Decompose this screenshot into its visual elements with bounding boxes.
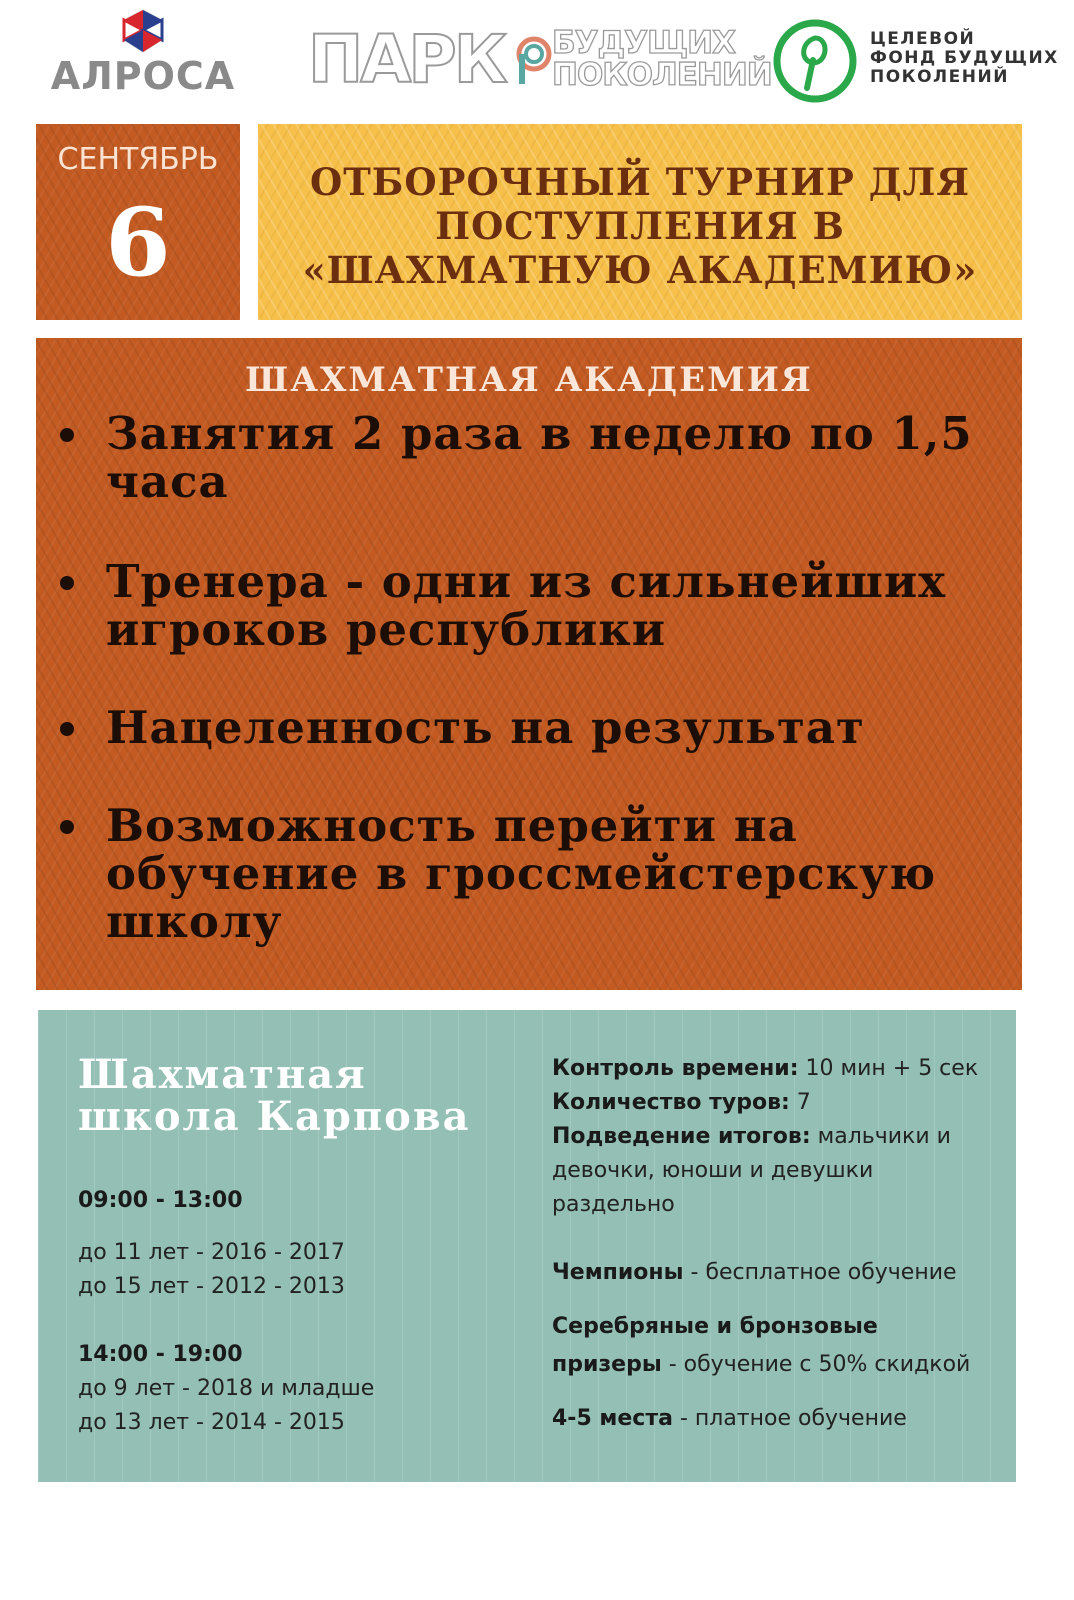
karpov-section: [38, 1010, 1016, 1482]
session1-time: 09:00 - 13:00: [78, 1188, 243, 1213]
bullet-text: Нацеленность на результат: [106, 701, 865, 754]
bullet-dot-icon: [60, 820, 74, 834]
fund-wordmark: [870, 30, 1059, 87]
alrosa-logo: [38, 8, 248, 98]
rule-label: призеры: [552, 1352, 662, 1377]
academy-section: [36, 338, 1022, 990]
event-title-line2: ПОСТУПЛЕНИЯ В: [435, 204, 845, 248]
session2-group: до 13 лет - 2014 - 2015: [78, 1410, 345, 1435]
rule-rounds: [552, 1090, 811, 1115]
bullet-text: часа: [106, 455, 229, 508]
rule-results-cont: раздельно: [552, 1192, 675, 1217]
session1-group: до 11 лет - 2016 - 2017: [78, 1240, 345, 1265]
rule-medalists: [552, 1352, 970, 1377]
rule-label: Подведение итогов:: [552, 1124, 811, 1149]
bullet-text: игроков республики: [106, 603, 667, 656]
academy-heading: ШАХМАТНАЯ АКАДЕМИЯ: [245, 360, 813, 400]
rule-champions: [552, 1260, 957, 1285]
bullet-text: Тренера - одни из сильнейших: [106, 555, 947, 608]
park-swirl-icon: [514, 36, 554, 86]
bullet-text: Возможность перейти на: [106, 799, 798, 852]
karpov-title-line1: Шахматная: [78, 1051, 367, 1098]
fund-line1: ЦЕЛЕВОЙ: [870, 29, 976, 49]
date-month: СЕНТЯБРЬ: [57, 142, 219, 177]
rule-medalists-label: Серебряные и бронзовые: [552, 1314, 878, 1339]
rule-label: Чемпионы: [552, 1260, 684, 1285]
date-day: 6: [105, 188, 171, 298]
park-logo: [308, 21, 772, 98]
fund-logo: [772, 18, 1062, 104]
rule-label: 4-5 места: [552, 1406, 673, 1431]
park-wordmark: ПАРК: [308, 21, 505, 98]
rule-value: мальчики и: [810, 1124, 951, 1149]
event-title-line3: «ШАХМАТНУЮ АКАДЕМИЮ»: [302, 248, 978, 292]
academy-bullet: [52, 555, 1012, 656]
date-box: [36, 124, 240, 320]
rule-value: - бесплатное обучение: [683, 1260, 957, 1285]
academy-bullet-list: [52, 407, 1012, 948]
rule-value: 7: [789, 1090, 811, 1115]
rule-places: [552, 1406, 907, 1431]
title-box: [258, 124, 1022, 320]
karpov-title: [78, 1051, 471, 1140]
rule-results-cont: девочки, юноши и девушки: [552, 1158, 874, 1183]
park-line1: БУДУЩИХ: [552, 25, 735, 61]
park-line2: ПОКОЛЕНИЙ: [552, 57, 772, 93]
karpov-title-line2: школа Карпова: [78, 1093, 471, 1140]
bullet-dot-icon: [60, 722, 74, 736]
rule-value: 10 мин + 5 сек: [798, 1056, 979, 1081]
alrosa-wordmark: АЛРОСА: [50, 54, 236, 98]
rule-value: - платное обучение: [672, 1406, 907, 1431]
fund-line2: ФОНД БУДУЩИХ: [870, 48, 1059, 68]
rule-value: - обучение с 50% скидкой: [661, 1352, 971, 1377]
fund-emblem-icon: [772, 18, 862, 104]
academy-bullet: [52, 701, 1012, 754]
session2-time: 14:00 - 19:00: [78, 1342, 243, 1367]
session2-group: до 9 лет - 2018 и младше: [78, 1376, 375, 1401]
academy-bullet: [52, 799, 1012, 948]
rule-results: [552, 1124, 951, 1149]
bullet-text: Занятия 2 раза в неделю по 1,5: [106, 407, 973, 460]
alrosa-emblem-icon: [38, 8, 248, 58]
rule-time-control: [552, 1056, 978, 1081]
bullet-text: школу: [106, 895, 283, 948]
bullet-dot-icon: [60, 576, 74, 590]
event-title: [258, 160, 1022, 292]
fund-line3: ПОКОЛЕНИЙ: [870, 67, 1009, 87]
event-title-line1: ОТБОРОЧНЫЙ ТУРНИР ДЛЯ: [310, 160, 970, 204]
rule-label: Контроль времени:: [552, 1056, 799, 1081]
session1-group: до 15 лет - 2012 - 2013: [78, 1274, 345, 1299]
bullet-dot-icon: [60, 428, 74, 442]
academy-bullet: [52, 407, 1012, 508]
bullet-text: обучение в гроссмейстерскую: [106, 847, 937, 900]
rule-label: Количество туров:: [552, 1090, 790, 1115]
